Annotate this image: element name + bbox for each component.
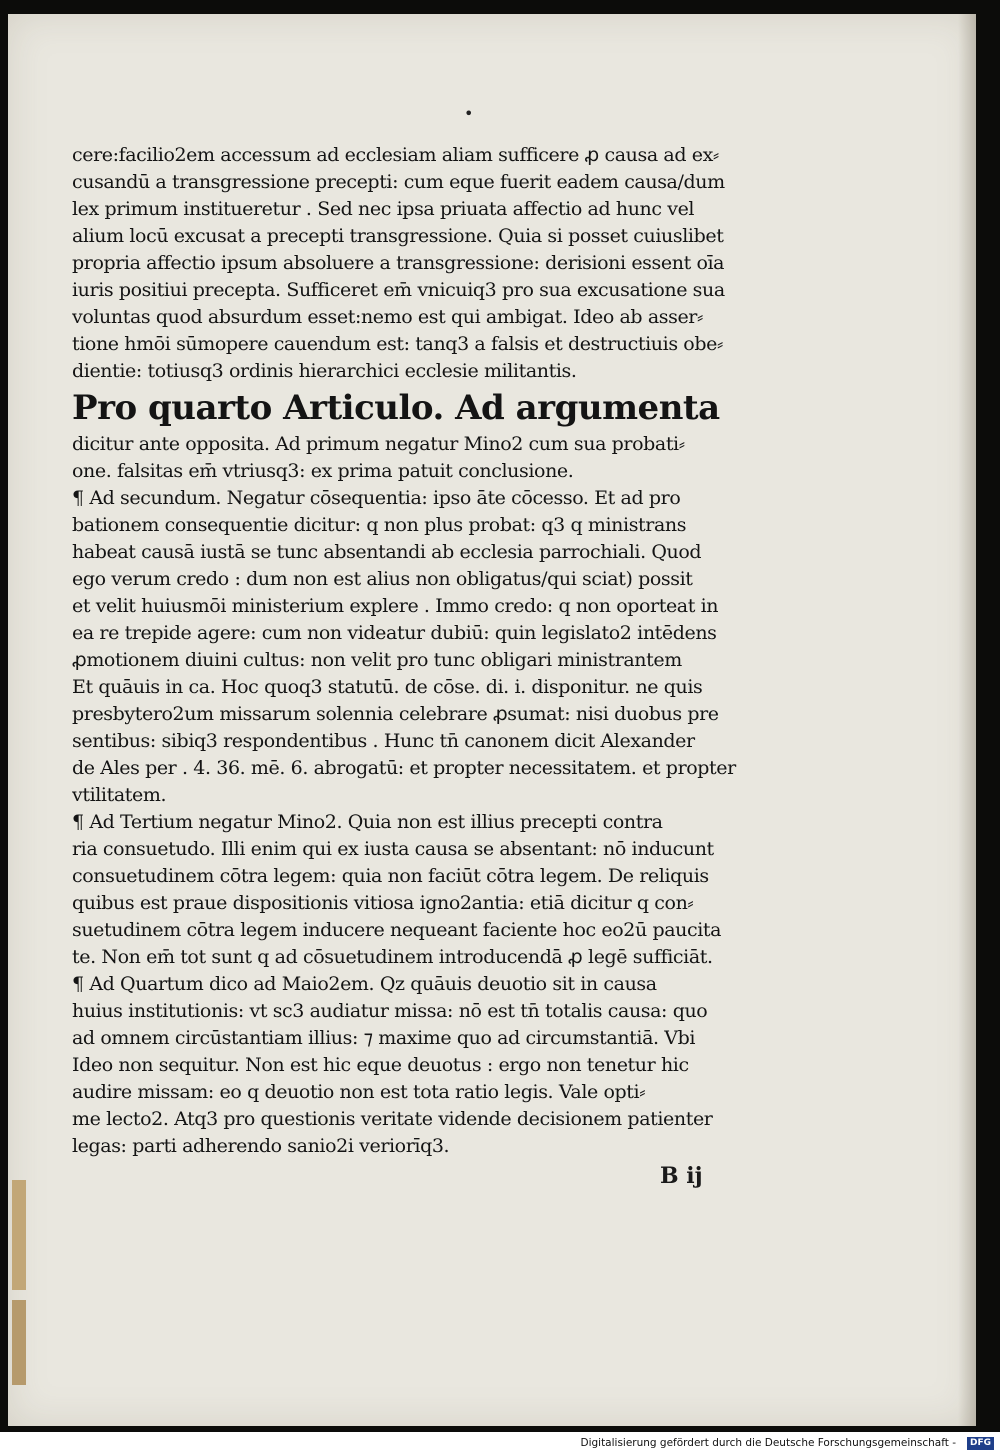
paragraph-before-heading: [72, 142, 778, 385]
text-line: cusandū a transgressione precepti: cum eque fuerit eadem causa/dum: [72, 171, 725, 193]
footer-bar: [0, 1434, 1000, 1455]
text-line: vtilitatem.: [72, 784, 167, 806]
text-line: one. falsitas em̄ vtriusq3: ex prima patuit conclusione.: [72, 460, 574, 482]
text-line: bationem consequentie dicitur: q non plus probat: q3 q ministrans: [72, 514, 687, 536]
text-line: propria affectio ipsum absoluere a transgressione: derisioni essent oīa: [72, 252, 725, 274]
paragraph-after-heading: [72, 431, 778, 1160]
text-line: ad omnem circūstantiam illius: ⁊ maxime quo ad circumstantiā. Vbi: [72, 1027, 696, 1049]
text-line: audire missam: eo q deuotio non est tota ratio legis. Vale opti⸗: [72, 1081, 646, 1103]
text-line: et velit huiusmōi ministerium explere . Immo credo: q non oporteat in: [72, 595, 719, 617]
text-line: ¶ Ad Quartum dico ad Maio2em. Qz quāuis deuotio sit in causa: [72, 973, 657, 995]
text-line: ꝓmotionem diuini cultus: non velit pro tunc obligari ministrantem: [72, 649, 682, 671]
text-line: tione hmōi sūmopere cauendum est: tanq3 a falsis et destructiuis obe⸗: [72, 333, 723, 355]
signature-mark: B ij: [660, 1163, 703, 1189]
text-line: sentibus: sibiq3 respondentibus . Hunc tn̄ canonem dicit Alexander: [72, 730, 695, 752]
text-line: presbytero2um missarum solennia celebrare ꝓsumat: nisi duobus pre: [72, 703, 719, 725]
text-line: iuris positiui precepta. Sufficeret em̄ vnicuiq3 pro sua excusatione sua: [72, 279, 725, 301]
binding-strip: [12, 1300, 26, 1385]
text-line: suetudinem cōtra legem inducere nequeant faciente hoc eo2ū paucita: [72, 919, 722, 941]
dfg-logo: DFG: [967, 1437, 994, 1450]
text-line: me lecto2. Atq3 pro questionis veritate vidende decisionem patienter: [72, 1108, 713, 1130]
footer-credit: Digitalisierung gefördert durch die Deutsche Forschungsgemeinschaft -: [580, 1437, 956, 1449]
text-line: te. Non em̄ tot sunt q ad cōsuetudinem introducendā ꝓ legē sufficiāt.: [72, 946, 713, 968]
text-line: lex primum institueretur . Sed nec ipsa priuata affectio ad hunc vel: [72, 198, 695, 220]
text-line: huius institutionis: vt sc3 audiatur missa: nō est tn̄ totalis causa: quo: [72, 1000, 708, 1022]
top-mark: •: [464, 104, 474, 123]
text-line: ¶ Ad secundum. Negatur cōsequentia: ipso āte cōcesso. Et ad pro: [72, 487, 681, 509]
text-line: quibus est praue dispositionis vitiosa igno2antia: etiā dicitur q con⸗: [72, 892, 694, 914]
page-edge-shadow: [958, 14, 976, 1426]
text-line: alium locū excusat a precepti transgressione. Quia si posset cuiuslibet: [72, 225, 724, 247]
text-line: dicitur ante opposita. Ad primum negatur Mino2 cum sua probati⸗: [72, 433, 685, 455]
text-line: voluntas quod absurdum esset:nemo est qui ambigat. Ideo ab asser⸗: [72, 306, 703, 328]
text-line: dientie: totiusq3 ordinis hierarchici ecclesie militantis.: [72, 360, 577, 382]
text-line: consuetudinem cōtra legem: quia non faciūt cōtra legem. De reliquis: [72, 865, 709, 887]
section-heading: Pro quarto Articulo. Ad argumenta: [72, 388, 720, 428]
text-line: ¶ Ad Tertium negatur Mino2. Quia non est illius precepti contra: [72, 811, 663, 833]
text-line: Ideo non sequitur. Non est hic eque deuotus : ergo non tenetur hic: [72, 1054, 689, 1076]
text-line: cere:facilio2em accessum ad ecclesiam aliam sufficere ꝓ causa ad ex⸗: [72, 144, 719, 166]
text-line: legas: parti adherendo sanio2i veriorīq3.: [72, 1135, 450, 1157]
page-text: [72, 142, 778, 1160]
binding-strip: [12, 1180, 26, 1290]
text-line: Et quāuis in ca. Hoc quoq3 statutū. de cōse. di. i. disponitur. ne quis: [72, 676, 703, 698]
text-line: ego verum credo : dum non est alius non obligatus/qui sciat) possit: [72, 568, 693, 590]
text-line: de Ales per . 4. 36. mē. 6. abrogatū: et propter necessitatem. et propter: [72, 757, 736, 779]
text-line: ea re trepide agere: cum non videatur dubiū: quin legislato2 intēdens: [72, 622, 717, 644]
text-line: habeat causā iustā se tunc absentandi ab ecclesia parrochiali. Quod: [72, 541, 702, 563]
text-line: ria consuetudo. Illi enim qui ex iusta causa se absentant: nō inducunt: [72, 838, 714, 860]
